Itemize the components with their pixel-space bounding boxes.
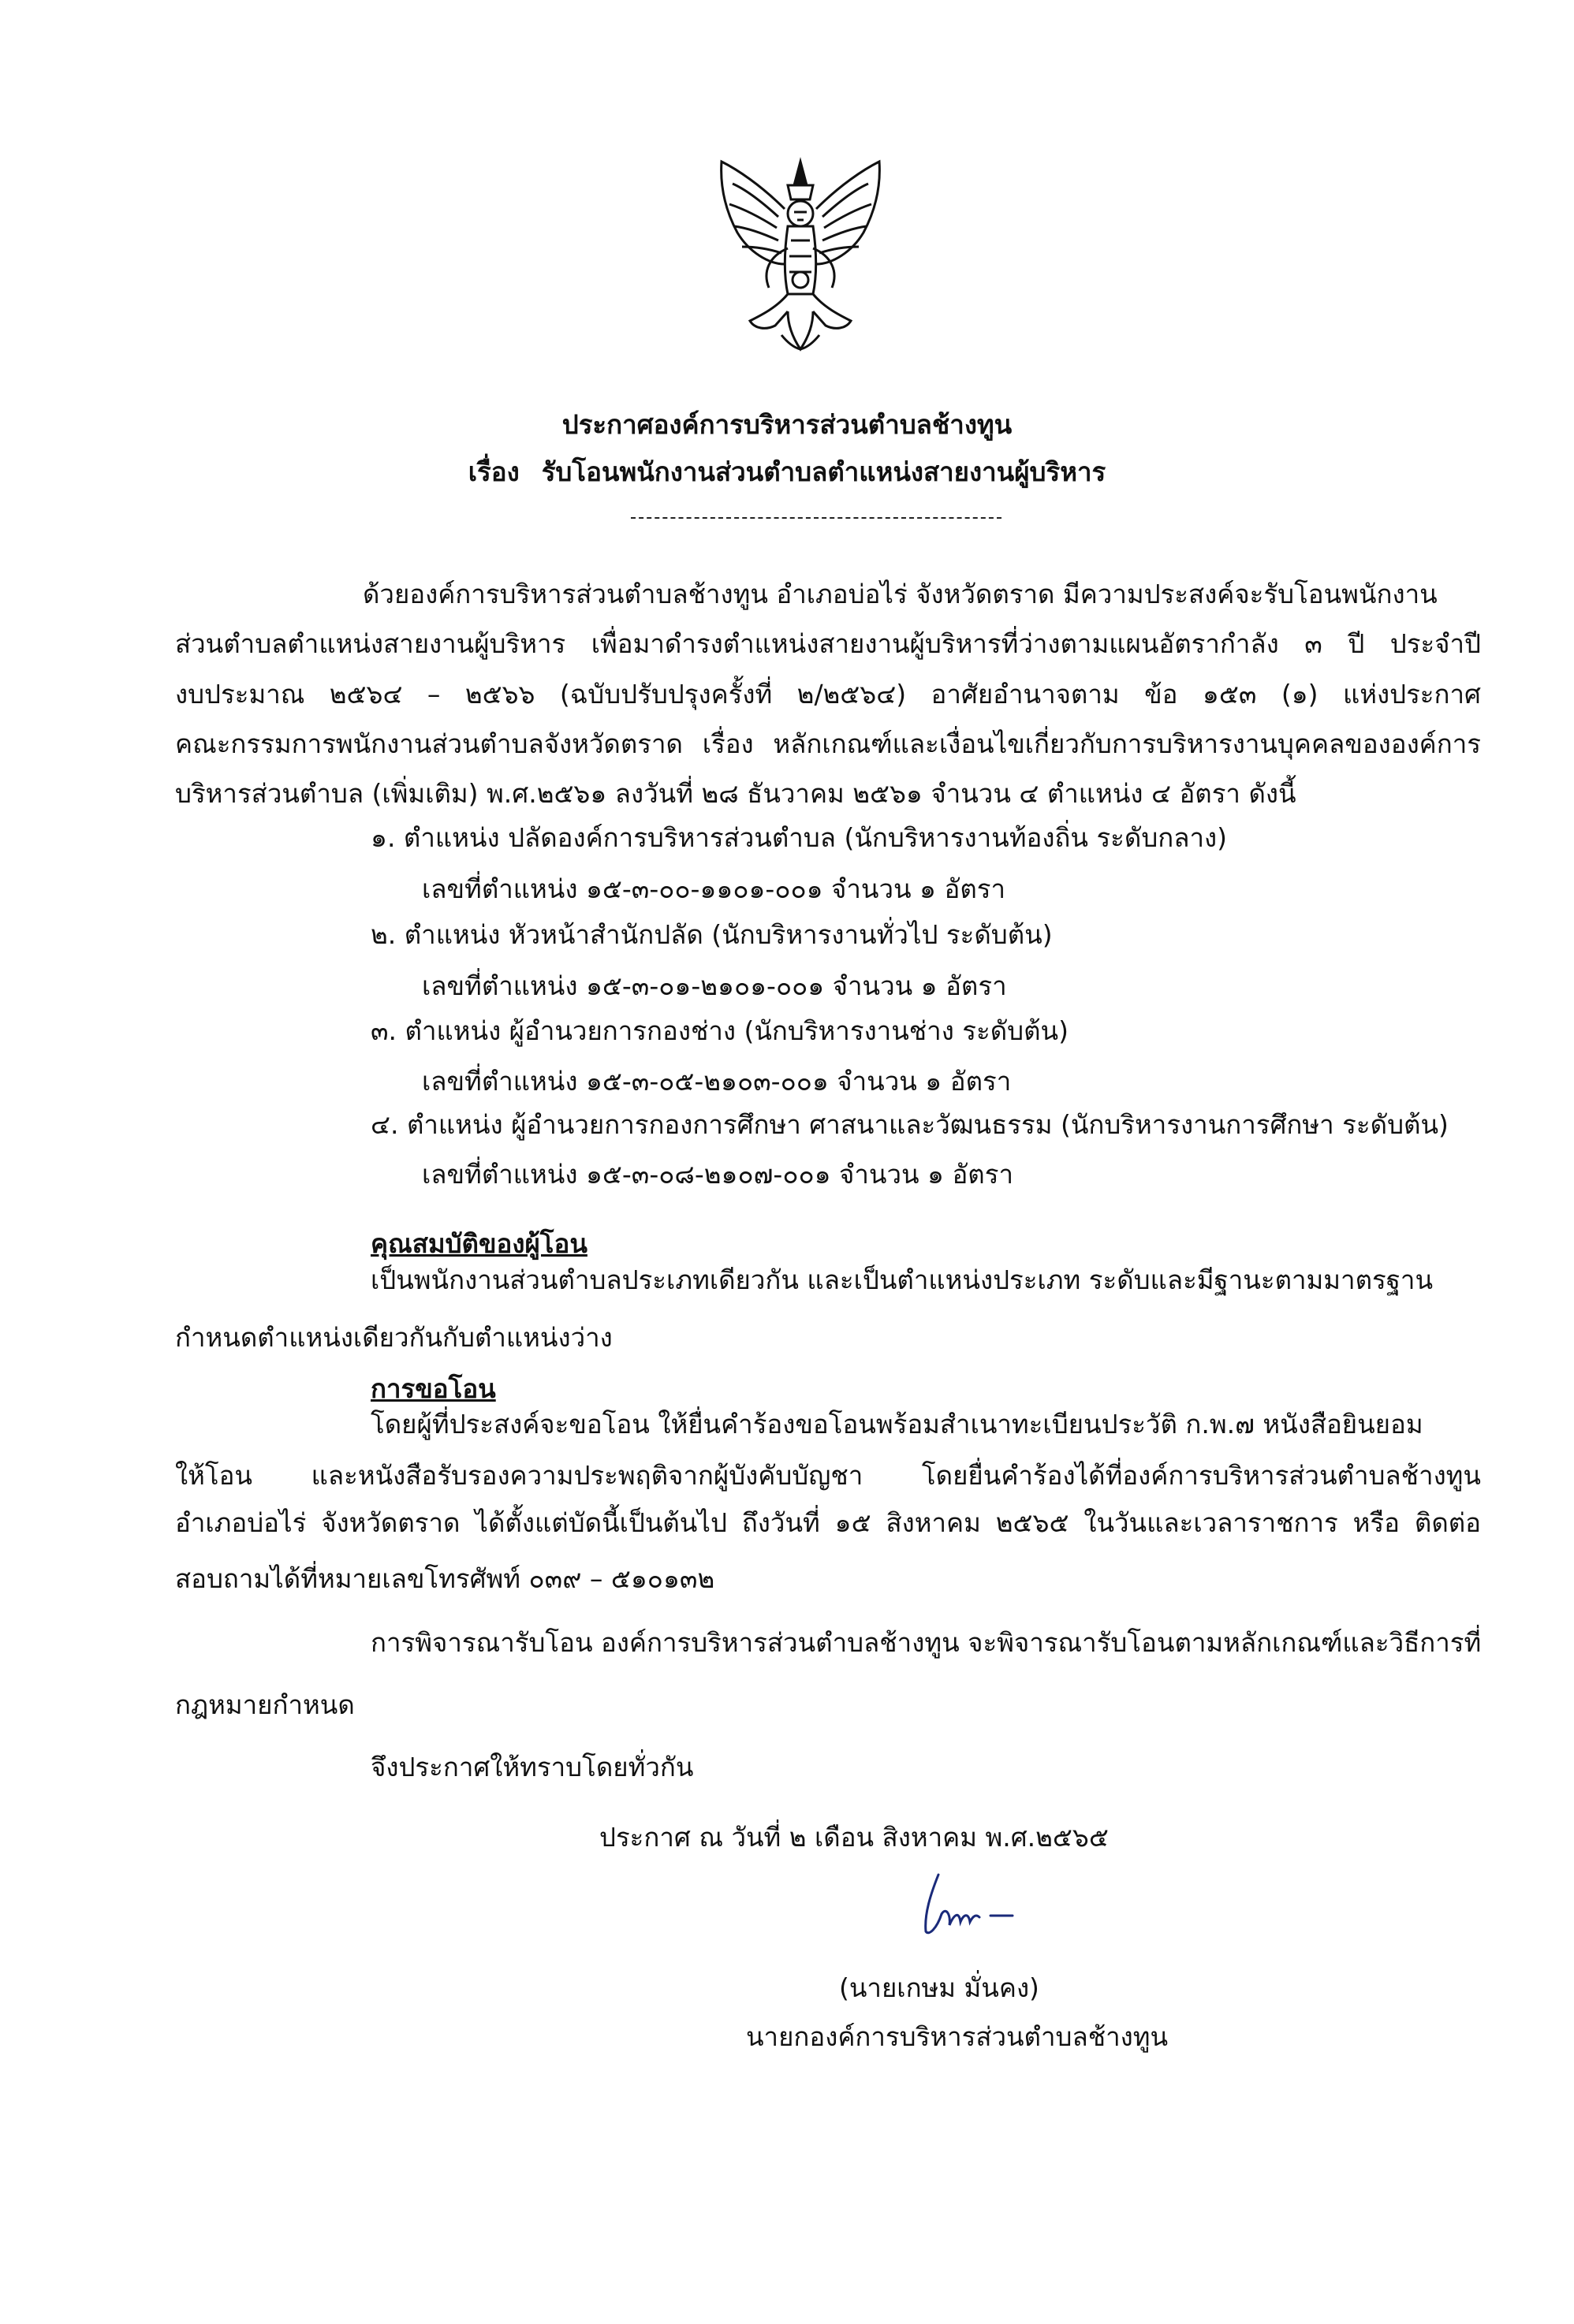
garuda-emblem-icon [706,154,895,359]
position-item-1: ๑. ตำแหน่ง ปลัดองค์การบริหารส่วนตำบล (นักบริหารงานท้องถิ่น ระดับกลาง) [371,822,1228,853]
qualifications-heading: คุณสมบัติของผู้โอน [371,1228,587,1259]
position-item-2: ๒. ตำแหน่ง หัวหน้าสำนักปลัด (นักบริหารงานทั่วไป ระดับต้น) [371,919,1053,950]
consideration-line-1: การพิจารณารับโอน องค์การบริหารส่วนตำบลช้างทูน จะพิจารณารับโอนตามหลักเกณฑ์และวิธีการที่ [371,1627,1482,1658]
subject-label: เรื่อง [468,456,520,487]
separator-line [631,517,1001,519]
position-item-4: ๔. ตำแหน่ง ผู้อำนวยการกองการศึกษา ศาสนาและวัฒนธรรม (นักบริหารงานการศึกษา ระดับต้น) [371,1109,1449,1140]
intro-line-4: คณะกรรมการพนักงานส่วนตำบลจังหวัดตราด เรื่อง หลักเกณฑ์และเงื่อนไขเกี่ยวกับการบริหารงานบุคคลขององค์การ [175,728,1481,759]
handwritten-signature-icon [915,1859,1025,1946]
intro-line-5: บริหารส่วนตำบล (เพิ่มเติม) พ.ศ.๒๕๖๑ ลงวันที่ ๒๘ ธันวาคม ๒๕๖๑ จำนวน ๔ ตำแหน่ง ๔ อัตรา ดังนี้ [175,778,1296,809]
subject-text: รับโอนพนักงานส่วนตำบลตำแหน่งสายงานผู้บริหาร [541,456,1106,487]
closing-statement: จึงประกาศให้ทราบโดยทั่วกัน [371,1752,694,1782]
intro-line-1: ด้วยองค์การบริหารส่วนตำบลช้างทูน อำเภอบ่อไร่ จังหวัดตราด มีความประสงค์จะรับโอนพนักงาน [363,579,1438,609]
transfer-line-1: โดยผู้ที่ประสงค์จะขอโอน ให้ยื่นคำร้องขอโอนพร้อมสำเนาทะเบียนประวัติ ก.พ.๗ หนังสือยินยอม [371,1409,1423,1439]
position-number-1: เลขที่ตำแหน่ง ๑๕-๓-๐๐-๑๑๐๑-๐๐๑ จำนวน ๑ อัตรา [422,873,1006,904]
position-item-3: ๓. ตำแหน่ง ผู้อำนวยการกองช่าง (นักบริหารงานช่าง ระดับต้น) [371,1015,1069,1046]
qualifications-line-1: เป็นพนักงานส่วนตำบลประเภทเดียวกัน และเป็นตำแหน่งประเภท ระดับและมีฐานะตามมาตรฐาน [371,1264,1434,1295]
position-number-4: เลขที่ตำแหน่ง ๑๕-๓-๐๘-๒๑๐๗-๐๐๑ จำนวน ๑ อัตรา [422,1159,1013,1190]
signer-title: นายกองค์การบริหารส่วนตำบลช้างทูน [746,2021,1169,2052]
subject-line [0,451,1574,493]
position-number-2: เลขที่ตำแหน่ง ๑๕-๓-๐๑-๒๑๐๑-๐๐๑ จำนวน ๑ อัตรา [422,970,1007,1001]
qualifications-line-2: กำหนดตำแหน่งเดียวกันกับตำแหน่งว่าง [175,1322,613,1353]
announcement-title: ประกาศองค์การบริหารส่วนตำบลช้างทูน [561,409,1013,440]
intro-line-2: ส่วนตำบลตำแหน่งสายงานผู้บริหาร เพื่อมาดำรงตำแหน่งสายงานผู้บริหารที่ว่างตามแผนอัตรากำลัง ๓ ปี ประจำปี [175,628,1481,659]
announcement-date: ประกาศ ณ วันที่ ๒ เดือน สิงหาคม พ.ศ.๒๕๖๕ [599,1822,1109,1853]
transfer-line-2: ให้โอน และหนังสือรับรองความประพฤติจากผู้บังคับบัญชา โดยยื่นคำร้องได้ที่องค์การบริหารส่วนตำบลช้างทูน [175,1460,1481,1491]
transfer-line-3: อำเภอบ่อไร่ จังหวัดตราด ได้ตั้งแต่บัดนี้เป็นต้นไป ถึงวันที่ ๑๕ สิงหาคม ๒๕๖๕ ในวันและเวลาราชการ หรือ ติดต่อ [175,1507,1481,1538]
position-number-3: เลขที่ตำแหน่ง ๑๕-๓-๐๕-๒๑๐๓-๐๐๑ จำนวน ๑ อัตรา [422,1066,1012,1097]
signer-name: (นายเกษม มั่นคง) [839,1972,1039,2003]
transfer-line-4: สอบถามได้ที่หมายเลขโทรศัพท์ ๐๓๙ – ๕๑๐๑๓๒ [175,1563,715,1594]
transfer-heading: การขอโอน [371,1373,496,1404]
intro-line-3: งบประมาณ ๒๕๖๔ – ๒๕๖๖ (ฉบับปรับปรุงครั้งที่ ๒/๒๕๖๔) อาศัยอำนาจตาม ข้อ ๑๕๓ (๑) แห่งประกาศ [175,679,1481,709]
consideration-line-2: กฎหมายกำหนด [175,1689,355,1720]
